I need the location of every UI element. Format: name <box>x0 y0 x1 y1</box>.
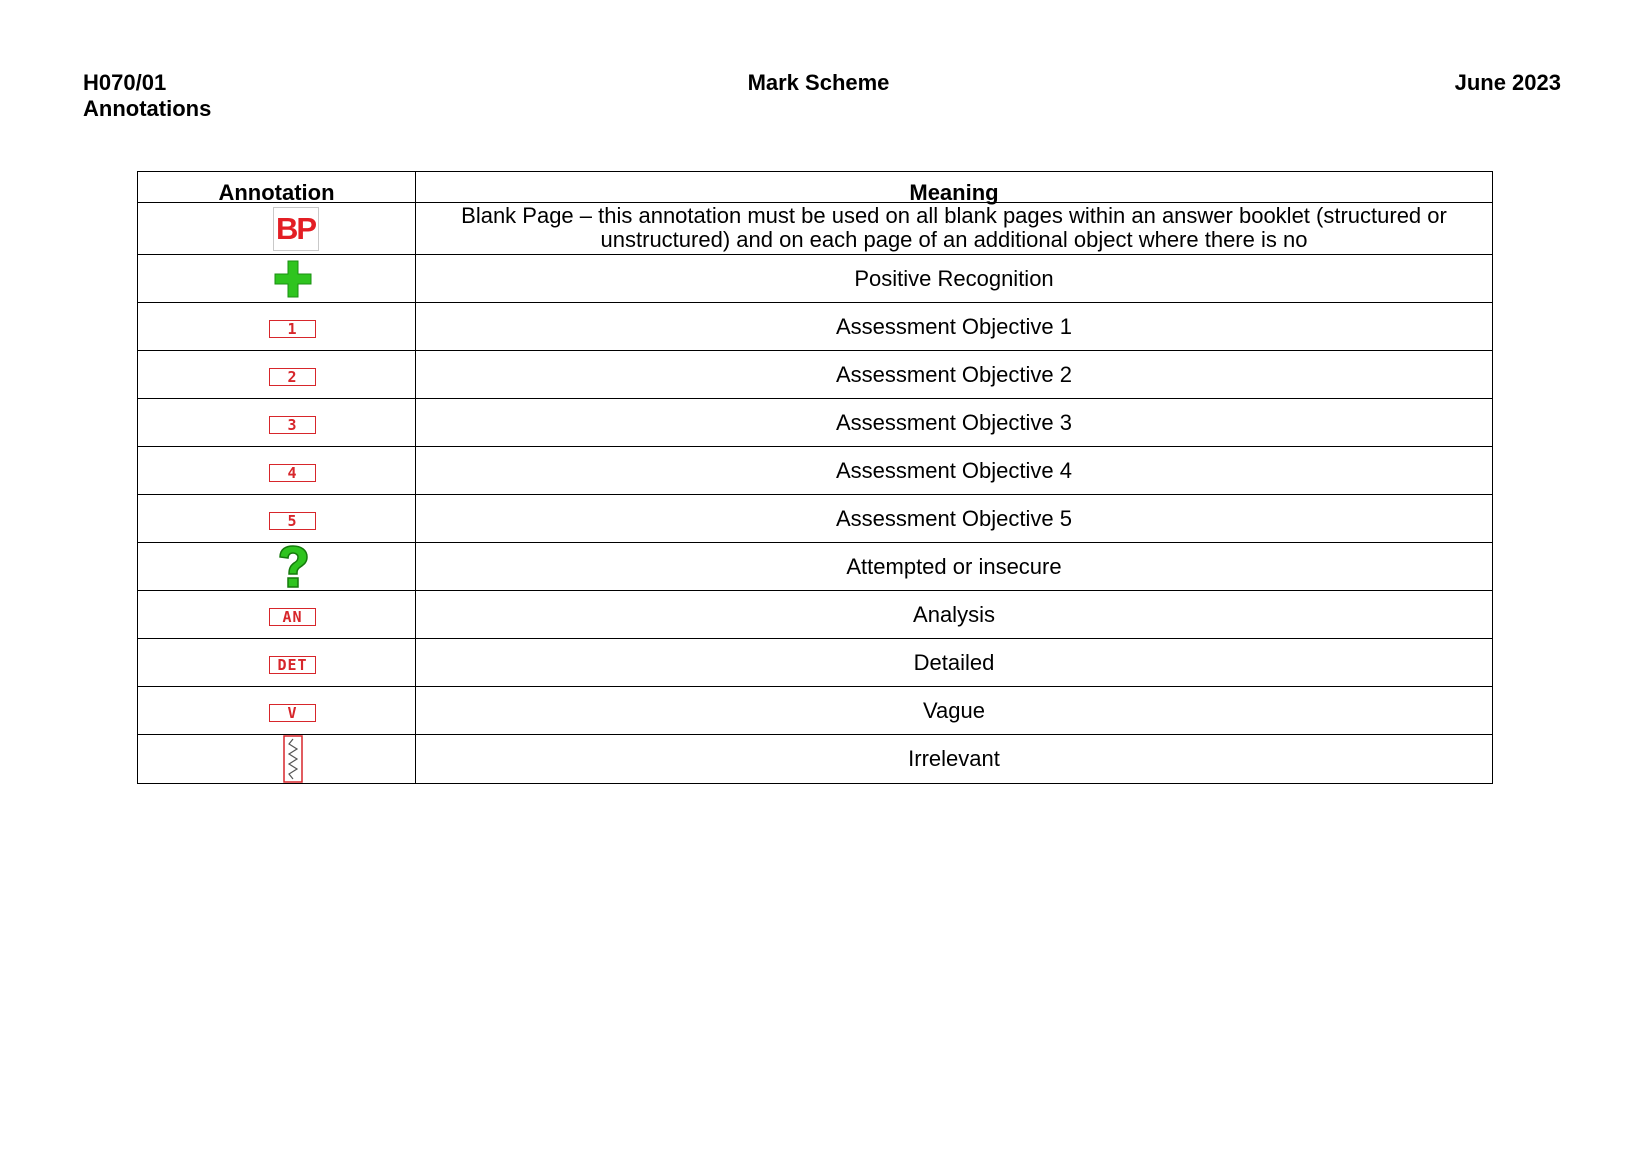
document-title: Mark Scheme <box>747 70 890 95</box>
vague-icon: V <box>269 704 316 722</box>
table-row <box>138 543 1493 591</box>
table-row <box>138 735 1493 784</box>
column-header-meaning: Meaning <box>416 172 1493 203</box>
meaning-text: Assessment Objective 5 <box>836 505 1072 531</box>
table-row <box>138 495 1493 543</box>
table-row <box>138 303 1493 351</box>
table-row <box>138 591 1493 639</box>
analysis-icon: AN <box>269 608 316 626</box>
irrelevant-icon <box>283 735 303 783</box>
meaning-text: Analysis <box>913 601 995 627</box>
detailed-icon: DET <box>269 656 316 674</box>
tick-plus-icon <box>273 259 313 299</box>
meaning-text: Detailed <box>913 649 995 675</box>
table-row <box>138 687 1493 735</box>
ao2-icon: 2 <box>269 368 316 386</box>
table-row <box>138 399 1493 447</box>
meaning-text: Positive Recognition <box>854 265 1054 291</box>
meaning-text: Assessment Objective 4 <box>836 457 1072 483</box>
table-row <box>138 447 1493 495</box>
annotations-table <box>137 171 1493 784</box>
table-row <box>138 203 1493 255</box>
document-date: June 2023 <box>1454 70 1561 95</box>
meaning-text: Vague <box>923 697 985 723</box>
ao5-icon: 5 <box>269 512 316 530</box>
meaning-text: Irrelevant <box>908 746 1000 771</box>
table-row <box>138 255 1493 303</box>
question-mark-icon <box>276 545 310 589</box>
meaning-text: Assessment Objective 2 <box>836 361 1072 387</box>
table-row <box>138 639 1493 687</box>
document-code: H070/01 <box>83 70 167 95</box>
ao1-icon: 1 <box>269 320 316 338</box>
meaning-text: Assessment Objective 3 <box>836 409 1072 435</box>
meaning-text: Attempted or insecure <box>846 553 1062 579</box>
table-row <box>138 351 1493 399</box>
ao3-icon: 3 <box>269 416 316 434</box>
ao4-icon: 4 <box>269 464 316 482</box>
section-title: Annotations <box>83 96 212 121</box>
meaning-text: Blank Page – this annotation must be used on all blank pages within an answer booklet (structured or unstructured) and on each page of an additional object where there is no <box>461 203 1447 252</box>
meaning-text: Assessment Objective 1 <box>836 313 1072 339</box>
column-header-annotation: Annotation <box>138 172 416 203</box>
blank-page-icon: BP <box>273 207 319 251</box>
table-header-row <box>138 172 1493 203</box>
